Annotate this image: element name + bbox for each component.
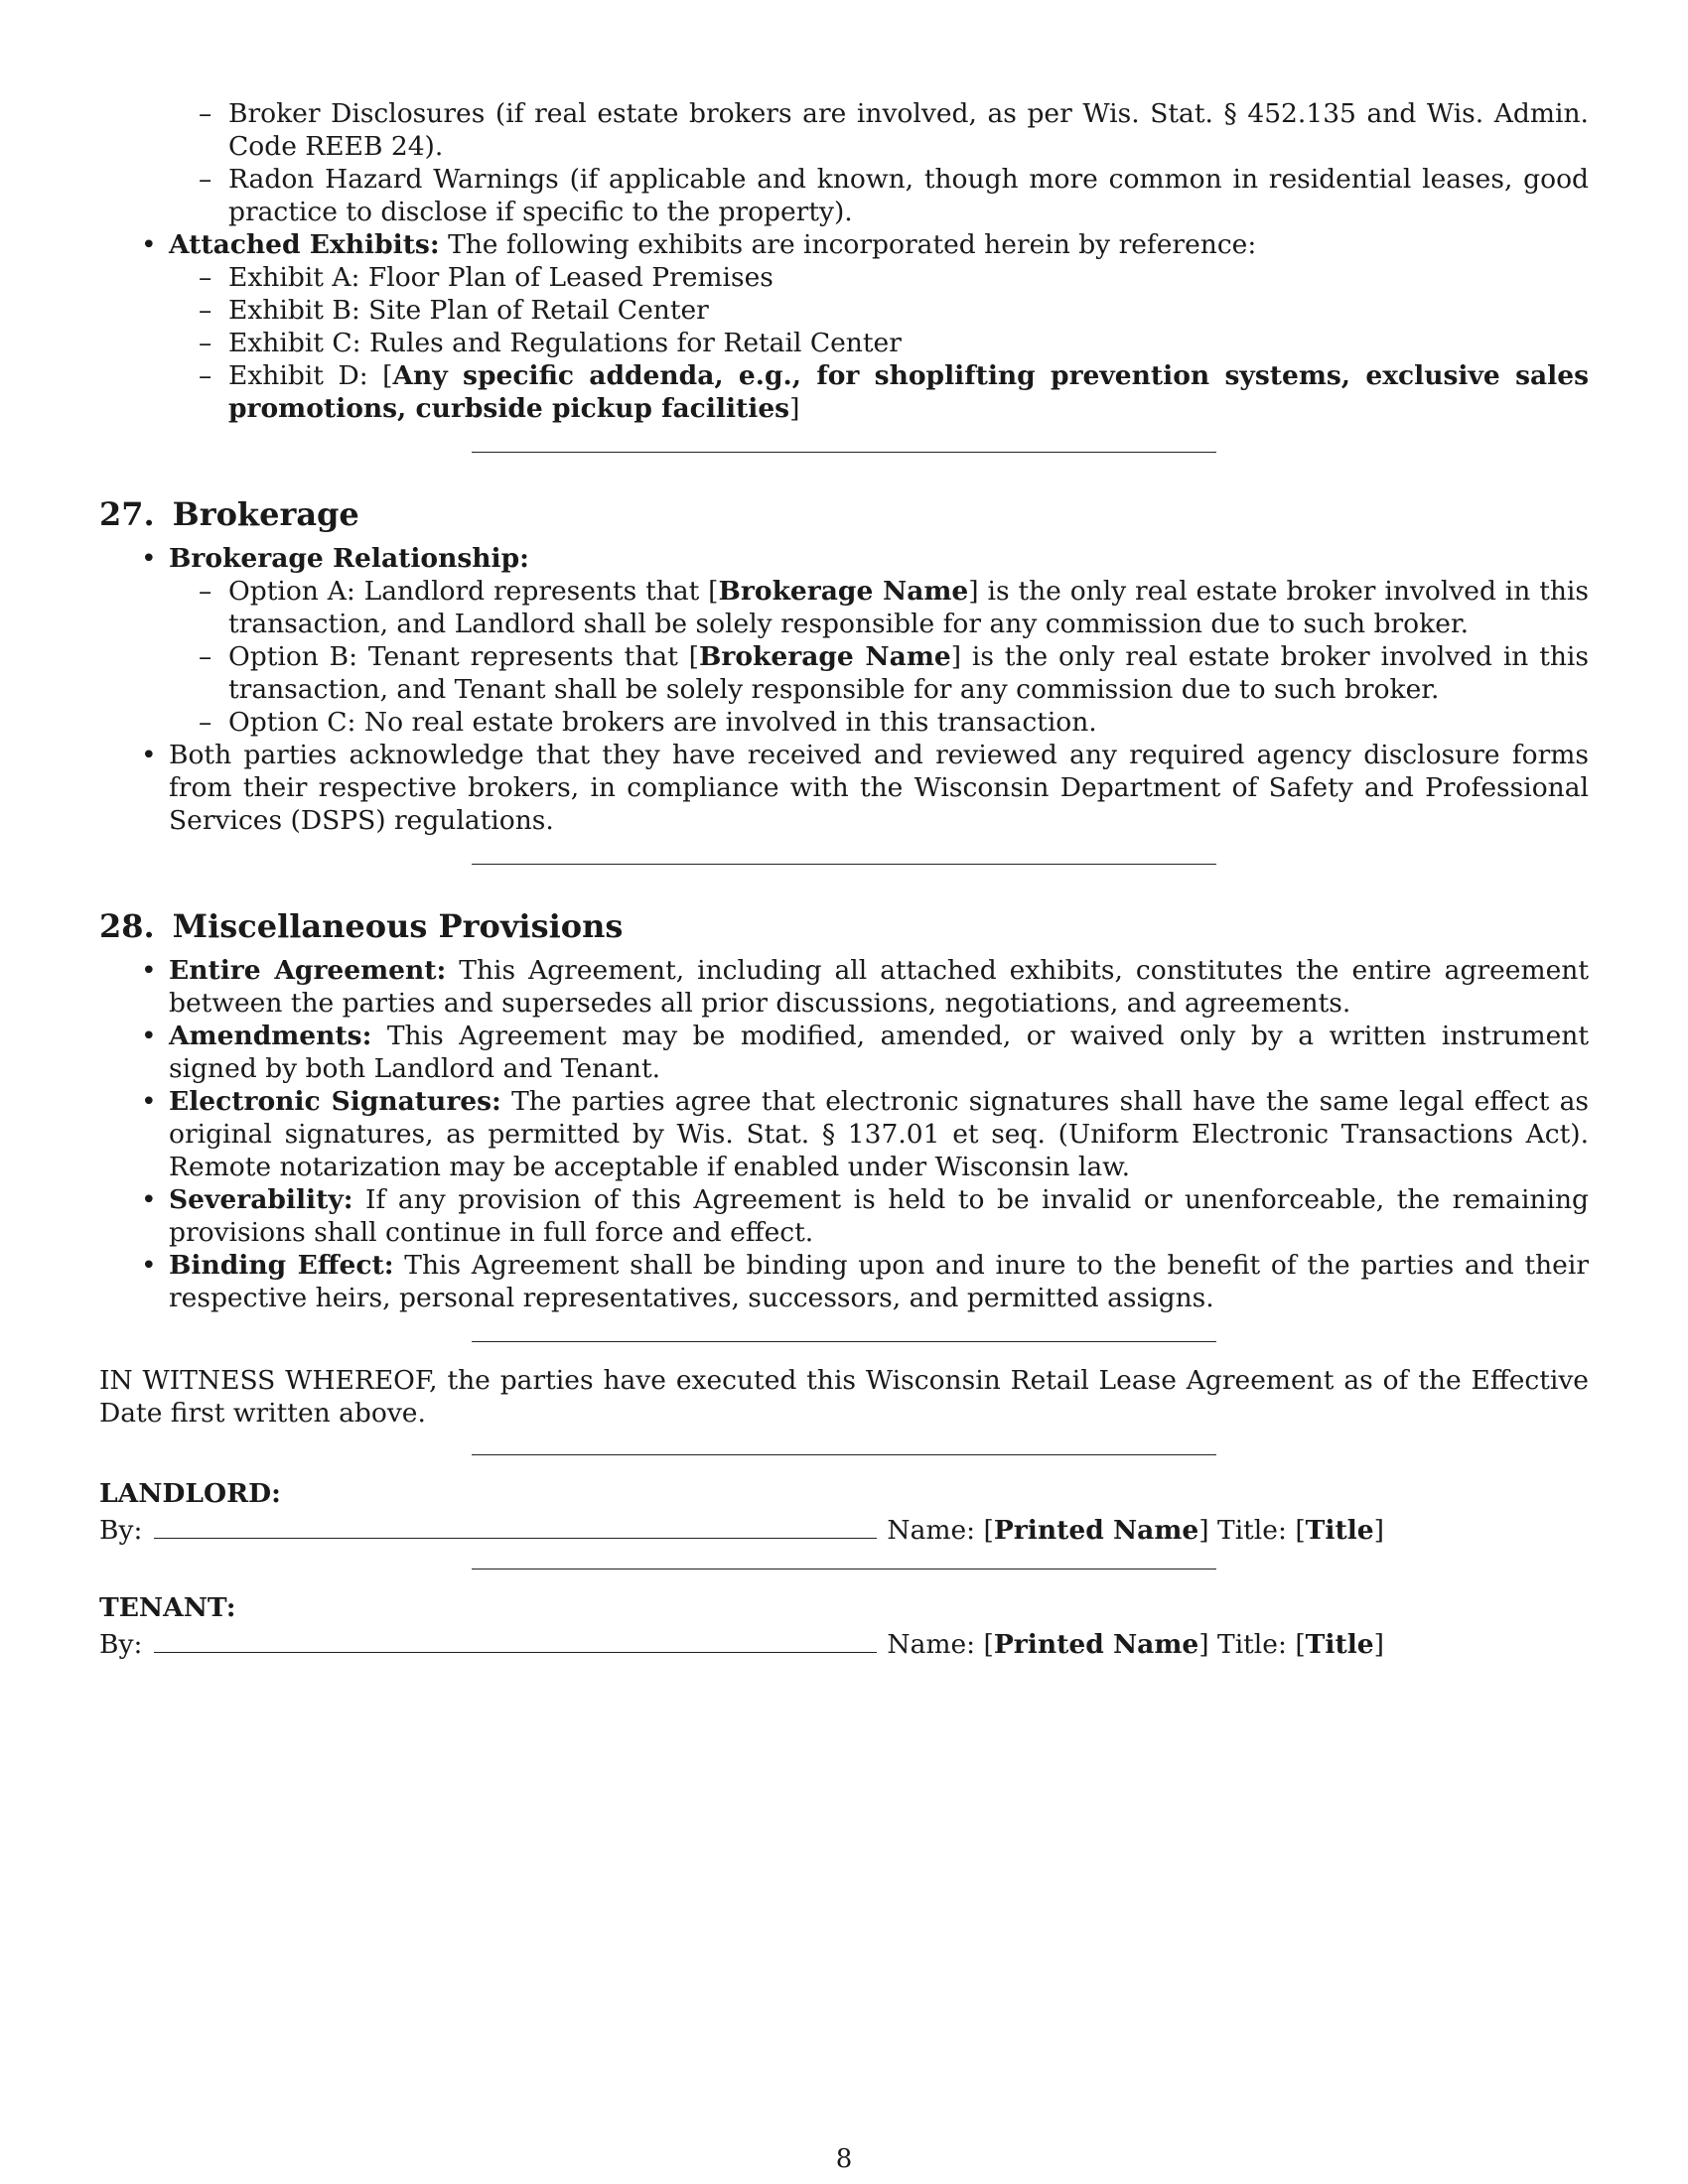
exhibits-sublist [169,261,1589,425]
list-item: – Broker Disclosures (if real estate brokers are involved, as per Wis. Stat. § 452.135 and Wis. Admin. Code REEB 24). [228,97,1589,163]
list-item: – Exhibit A: Floor Plan of Leased Premises [228,261,1589,294]
exhibit-d-prefix: Exhibit D: [ [228,360,393,391]
provision-item [169,1085,1589,1183]
option-a-brokerage-name: Brokerage Name [718,576,969,607]
by-label: By: [99,1515,143,1546]
option-b-after: ] is the only real estate broker involved in this transaction, and Tenant shall be solely responsible for any commission due to such broker. [228,641,1589,705]
title-label: ] Title: [ [1198,1515,1306,1546]
section-divider [472,1341,1216,1342]
brokerage-relationship-label: Brokerage Relationship: [169,543,529,574]
option-a-before: Option A: Landlord represents that [ [228,576,719,607]
document-page [99,97,1589,1661]
provision-label: Amendments: [169,1021,372,1051]
section-title: Brokerage [172,495,359,533]
section-27-list [99,542,1589,837]
provision-text: This Agreement, including all attached exhibits, constitutes the entire agreement between the parties and supersedes all prior discussions, negotiations, and agreements. [169,955,1589,1019]
section-number: 28. [99,907,155,945]
landlord-label: LANDLORD: [99,1478,281,1509]
provision-item [169,954,1589,1020]
landlord-signature-row [99,1514,1589,1547]
option-b-before: Option B: Tenant represents that [ [228,641,700,672]
tenant-signature-row [99,1628,1589,1661]
section-28-list [99,954,1589,1314]
attached-exhibits-item [169,228,1589,425]
section-title: Miscellaneous Provisions [172,907,624,945]
list-item: – Exhibit C: Rules and Regulations for Retail Center [228,327,1589,359]
attached-exhibits-label: Attached Exhibits: [169,229,440,260]
provision-item [169,1183,1589,1249]
continued-list [99,97,1589,425]
acknowledgment-item: • Both parties acknowledge that they have received and reviewed any required agency disclosure forms from their respective brokers, in compliance with the Wisconsin Department of Safety and Professional Services (DSPS) regulations. [169,739,1589,837]
provision-text: The parties agree that electronic signatures shall have the same legal effect as original signatures, as permitted by Wis. Stat. § 137.01 et seq. (Uniform Electronic Transactions Act). Remote notarization may be acceptable if enabled under Wisconsin law. [169,1086,1589,1182]
tenant-title[interactable]: Title [1305,1629,1374,1660]
tenant-label: TENANT: [99,1592,236,1623]
name-label: Name: [ [887,1629,994,1660]
page-number: 8 [835,2144,853,2174]
landlord-title[interactable]: Title [1305,1515,1374,1546]
provision-label: Electronic Signatures: [169,1086,501,1117]
provision-text: If any provision of this Agreement is held to be invalid or unenforceable, the remaining provisions shall continue in full force and effect. [169,1184,1589,1248]
section-28-heading [99,906,1589,946]
exhibit-d-placeholder: Any specific addenda, e.g., for shoplifting prevention systems, exclusive sales promotions, curbside pickup facilities [228,360,1589,424]
option-c-item: – Option C: No real estate brokers are involved in this transaction. [228,706,1589,739]
section-divider [472,864,1216,865]
bracket-close: ] [1373,1629,1384,1660]
provision-label: Binding Effect: [169,1250,394,1281]
section-divider [472,452,1216,453]
provision-label: Entire Agreement: [169,955,447,986]
tenant-signature-line[interactable] [154,1628,877,1653]
witness-statement: IN WITNESS WHEREOF, the parties have executed this Wisconsin Retail Lease Agreement as of the Effective Date first written above. [99,1365,1589,1429]
section-divider [472,1569,1216,1570]
section-divider [472,1454,1216,1455]
option-b-item [228,640,1589,706]
brokerage-options-sublist [169,575,1589,739]
list-item: – Radon Hazard Warnings (if applicable and known, though more common in residential leases, good practice to disclose if specific to the property). [228,163,1589,228]
exhibit-d-item [228,359,1589,425]
by-label: By: [99,1629,143,1660]
section-27-heading [99,494,1589,534]
exhibit-d-suffix: ] [789,393,800,424]
provision-item [169,1249,1589,1314]
disclosures-sublist [169,97,1589,228]
option-a-after: ] is the only real estate broker involved in this transaction, and Landlord shall be solely responsible for any commission due to such broker. [228,576,1589,639]
provision-text: This Agreement may be modified, amended, or waived only by a written instrument signed by both Landlord and Tenant. [169,1021,1589,1084]
provision-item [169,1020,1589,1085]
landlord-signature-line[interactable] [154,1514,877,1539]
name-label: Name: [ [887,1515,994,1546]
attached-exhibits-text: The following exhibits are incorporated herein by reference: [439,229,1257,260]
option-b-brokerage-name: Brokerage Name [699,641,951,672]
provision-label: Severability: [169,1184,353,1215]
landlord-printed-name[interactable]: Printed Name [993,1515,1199,1546]
continued-list-item [169,97,1589,228]
bracket-close: ] [1373,1515,1384,1546]
section-number: 27. [99,495,155,533]
provision-text: This Agreement shall be binding upon and inure to the benefit of the parties and their respective heirs, personal representatives, successors, and permitted assigns. [169,1250,1589,1313]
tenant-printed-name[interactable]: Printed Name [993,1629,1199,1660]
list-item: – Exhibit B: Site Plan of Retail Center [228,294,1589,327]
brokerage-relationship-item [169,542,1589,739]
option-a-item [228,575,1589,640]
title-label: ] Title: [ [1198,1629,1306,1660]
